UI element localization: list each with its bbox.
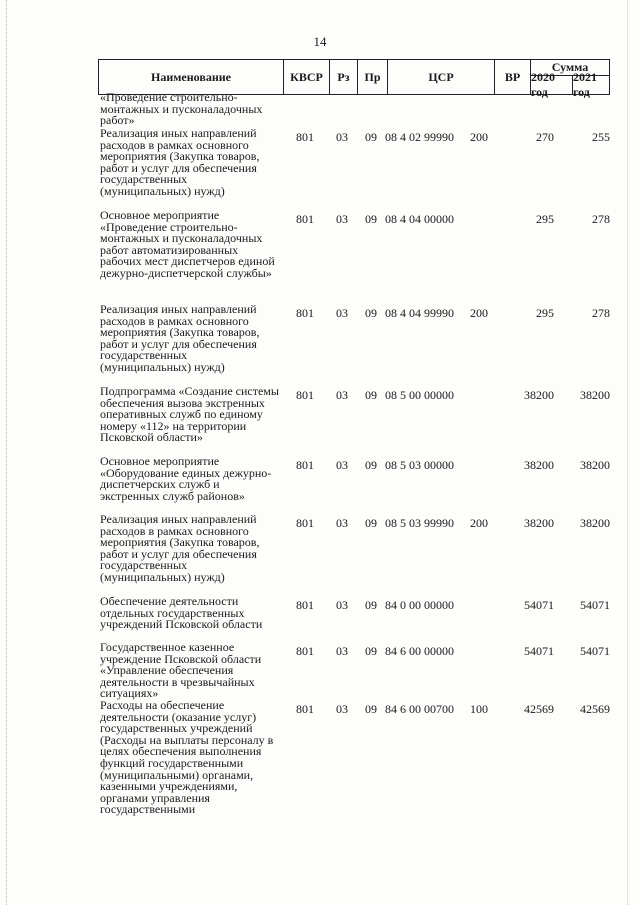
row-vr: 200 [470, 130, 488, 144]
table-row [0, 128, 640, 210]
row-csr: 84 0 00 00000 [385, 598, 454, 612]
table-row [0, 514, 640, 596]
row-sum-2021: 38200 [580, 516, 610, 530]
row-rz: 03 [336, 516, 348, 530]
row-sum-2020: 42569 [524, 702, 554, 716]
table-row [0, 596, 640, 642]
row-sum-2021: 54071 [580, 644, 610, 658]
row-sum-2021: 278 [592, 212, 610, 226]
row-pr: 09 [365, 306, 377, 320]
row-name: «Проведение строительно-монтажных и пусконаладочных работ» [100, 90, 263, 128]
row-vr: 100 [470, 702, 488, 716]
row-pr: 09 [365, 598, 377, 612]
row-csr: 08 5 00 00000 [385, 388, 454, 402]
table-row [0, 210, 640, 304]
row-pr: 09 [365, 212, 377, 226]
header-year-2020: 2020 год [531, 76, 573, 94]
row-rz: 03 [336, 130, 348, 144]
row-pr: 09 [365, 388, 377, 402]
row-sum-2020: 295 [536, 306, 554, 320]
row-kvsr: 801 [296, 306, 314, 320]
row-vr: 200 [470, 306, 488, 320]
table-body [0, 92, 640, 850]
page-number: 14 [313, 34, 327, 49]
row-name: Обеспечение деятельности отдельных государственных учреждений Псковской области [100, 594, 263, 632]
table-row [0, 642, 640, 700]
header-vr: ВР [495, 60, 531, 94]
row-name: Подпрограмма «Создание системы обеспечения вызова экстренных оперативных служб по единому номеру «112» на территории Псковской области» [100, 384, 279, 445]
header-csr: ЦСР [388, 60, 495, 94]
row-pr: 09 [365, 130, 377, 144]
row-sum-2020: 54071 [524, 644, 554, 658]
row-sum-2020: 38200 [524, 516, 554, 530]
row-sum-2020: 54071 [524, 598, 554, 612]
row-name: Основное мероприятие «Оборудование единых дежурно-диспетчерских служб и экстренных служб районов» [100, 454, 272, 503]
table-row [0, 92, 640, 128]
header-year-2021: 2021 год [573, 70, 597, 99]
row-kvsr: 801 [296, 644, 314, 658]
table-row [0, 700, 640, 850]
row-pr: 09 [365, 516, 377, 530]
row-kvsr: 801 [296, 516, 314, 530]
table-row [0, 386, 640, 456]
row-name: Реализация иных направлений расходов в рамках основного мероприятия (Закупка товаров, работ и услуг для обеспечения государственных (муниципальных) нужд) [100, 302, 260, 374]
row-rz: 03 [336, 458, 348, 472]
row-rz: 03 [336, 212, 348, 226]
row-csr: 08 4 02 99990 [385, 130, 454, 144]
table-row [0, 304, 640, 386]
row-rz: 03 [336, 702, 348, 716]
row-pr: 09 [365, 702, 377, 716]
row-sum-2020: 38200 [524, 458, 554, 472]
row-sum-2021: 278 [592, 306, 610, 320]
row-kvsr: 801 [296, 598, 314, 612]
row-sum-2020: 38200 [524, 388, 554, 402]
row-rz: 03 [336, 388, 348, 402]
header-kvsr: КВСР [284, 60, 330, 94]
row-sum-2021: 38200 [580, 458, 610, 472]
table-row [0, 456, 640, 514]
row-csr: 84 6 00 00000 [385, 644, 454, 658]
row-sum-2021: 255 [592, 130, 610, 144]
row-name: Реализация иных направлений расходов в рамках основного мероприятия (Закупка товаров, работ и услуг для обеспечения государственных (муниципальных) нужд) [100, 126, 260, 198]
row-kvsr: 801 [296, 212, 314, 226]
row-kvsr: 801 [296, 458, 314, 472]
row-sum-2021: 54071 [580, 598, 610, 612]
header-sum: Сумма [531, 60, 609, 76]
row-sum-2020: 295 [536, 212, 554, 226]
row-csr: 08 5 03 99990 [385, 516, 454, 530]
row-kvsr: 801 [296, 388, 314, 402]
row-kvsr: 801 [296, 130, 314, 144]
row-csr: 08 5 03 00000 [385, 458, 454, 472]
row-pr: 09 [365, 644, 377, 658]
row-rz: 03 [336, 644, 348, 658]
row-sum-2021: 38200 [580, 388, 610, 402]
header-rz: Рз [330, 60, 358, 94]
row-sum-2021: 42569 [580, 702, 610, 716]
row-name: Основное мероприятие «Проведение строительно-монтажных и пусконаладочных работ автоматизированных рабочих мест диспетчеров единой дежурно-диспетчерской службы» [100, 208, 275, 280]
row-pr: 09 [365, 458, 377, 472]
row-name: Реализация иных направлений расходов в рамках основного мероприятия (Закупка товаров, работ и услуг для обеспечения государственных (муниципальных) нужд) [100, 512, 260, 584]
header-pr: Пр [358, 60, 388, 94]
row-csr: 84 6 00 00700 [385, 702, 454, 716]
row-vr: 200 [470, 516, 488, 530]
row-name: Расходы на обеспечение деятельности (оказание услуг) государственных учреждений (Расходы на выплаты персоналу в целях обеспечения выполнения функций государственными (муниципальными) органами, казенными учреждениями, органами управления государственными [100, 698, 274, 817]
row-kvsr: 801 [296, 702, 314, 716]
row-name: Государственное казенное учреждение Псковской области «Управление обеспечения деятельности в чрезвычайных ситуациях» [100, 640, 262, 701]
row-csr: 08 4 04 99990 [385, 306, 454, 320]
row-rz: 03 [336, 598, 348, 612]
row-rz: 03 [336, 306, 348, 320]
row-csr: 08 4 04 00000 [385, 212, 454, 226]
header-name: Наименование [99, 60, 284, 94]
row-sum-2020: 270 [536, 130, 554, 144]
